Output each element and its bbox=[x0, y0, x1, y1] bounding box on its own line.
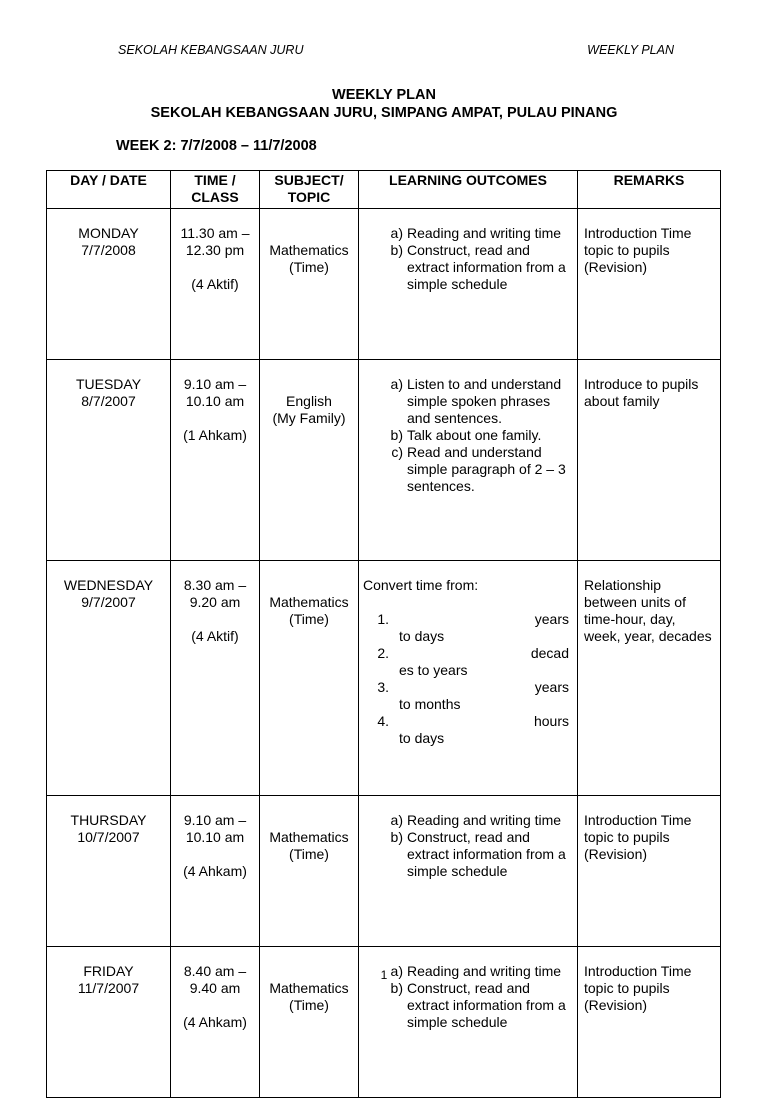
topic: (Time) bbox=[289, 259, 329, 275]
day: THURSDAY bbox=[70, 812, 147, 828]
date: 9/7/2007 bbox=[81, 594, 136, 610]
list-item: b) Talk about one family. bbox=[390, 427, 542, 443]
running-header bbox=[118, 43, 674, 57]
day-date-cell bbox=[47, 561, 171, 796]
header-time-class: TIME / CLASS bbox=[171, 171, 260, 209]
title-block bbox=[0, 86, 768, 122]
time-end: 9.20 am bbox=[189, 594, 241, 610]
time-start: 9.10 am – bbox=[183, 812, 247, 828]
date: 10/7/2007 bbox=[77, 829, 140, 845]
subject: Mathematics bbox=[269, 594, 349, 610]
topic: (Time) bbox=[289, 846, 329, 862]
list-item: a) Listen to and understand simple spoken phrases and sentences. bbox=[390, 376, 562, 426]
time-start: 8.40 am – bbox=[183, 963, 247, 979]
time-class-cell bbox=[171, 209, 260, 360]
weekly-plan-table bbox=[46, 170, 721, 1098]
outcome-list bbox=[359, 812, 571, 880]
school-name: SEKOLAH KEBANGSAAN JURU, SIMPANG AMPAT, PULAU PINANG bbox=[150, 105, 618, 121]
list-item: a) Reading and writing time bbox=[390, 963, 562, 979]
table-row bbox=[47, 796, 721, 947]
subject: Mathematics bbox=[269, 980, 349, 996]
time-class-cell bbox=[171, 561, 260, 796]
table-row bbox=[47, 209, 721, 360]
list-item: 3. years to months bbox=[377, 679, 569, 712]
learning-outcomes-cell bbox=[359, 360, 578, 561]
learning-outcomes-cell bbox=[359, 796, 578, 947]
page-number: 1 bbox=[380, 968, 388, 982]
day: WEDNESDAY bbox=[63, 577, 154, 593]
day-date-cell bbox=[47, 796, 171, 947]
subject: English bbox=[286, 393, 332, 409]
class-name: (4 Ahkam) bbox=[183, 1014, 247, 1030]
time-end: 10.10 am bbox=[185, 393, 245, 409]
subject-cell bbox=[260, 209, 359, 360]
subject-cell bbox=[260, 796, 359, 947]
list-item: c) Read and understand simple paragraph of 2 – 3 sentences. bbox=[391, 444, 566, 494]
list-item: b) Construct, read and extract information from a simple schedule bbox=[390, 829, 566, 879]
date: 11/7/2007 bbox=[77, 980, 140, 996]
class-name: (1 Ahkam) bbox=[183, 427, 247, 443]
learning-outcomes-cell bbox=[359, 561, 578, 796]
time-class-cell bbox=[171, 360, 260, 561]
subject-cell bbox=[260, 561, 359, 796]
outcome-list bbox=[359, 376, 571, 495]
day: MONDAY bbox=[78, 225, 139, 241]
day-date-cell bbox=[47, 209, 171, 360]
class-name: (4 Ahkam) bbox=[183, 863, 247, 879]
day-date-cell bbox=[47, 360, 171, 561]
convert-list bbox=[359, 611, 571, 747]
subject-cell bbox=[260, 360, 359, 561]
header-learning-outcomes: LEARNING OUTCOMES bbox=[359, 171, 578, 209]
header-remarks: REMARKS bbox=[578, 171, 721, 209]
topic: (Time) bbox=[289, 611, 329, 627]
list-item: a) Reading and writing time bbox=[390, 225, 562, 241]
list-item: 1. years to days bbox=[377, 611, 569, 644]
subject: Mathematics bbox=[269, 829, 349, 845]
table-header-row bbox=[47, 171, 721, 209]
time-end: 9.40 am bbox=[189, 980, 241, 996]
list-item: b) Construct, read and extract information from a simple schedule bbox=[390, 980, 566, 1030]
remarks-cell: Relationship between units of time-hour, day, week, year, decades bbox=[578, 561, 721, 796]
topic: (My Family) bbox=[272, 410, 346, 426]
outcome-list bbox=[359, 225, 571, 293]
time-start: 8.30 am – bbox=[183, 577, 247, 593]
week-range: WEEK 2: 7/7/2008 – 11/7/2008 bbox=[116, 138, 317, 154]
header-subject-topic: SUBJECT/ TOPIC bbox=[260, 171, 359, 209]
time-end: 10.10 am bbox=[185, 829, 245, 845]
list-item: 4. hours to days bbox=[377, 713, 569, 746]
time-start: 11.30 am – bbox=[180, 225, 250, 241]
running-header-school: SEKOLAH KEBANGSAAN JURU bbox=[118, 43, 304, 57]
list-item: b) Construct, read and extract information from a simple schedule bbox=[390, 242, 566, 292]
running-header-doc-type: WEEKLY PLAN bbox=[587, 43, 674, 57]
remarks-cell: Introduce to pupils about family bbox=[578, 360, 721, 561]
remarks-cell: Introduction Time topic to pupils (Revision) bbox=[578, 947, 721, 1098]
date: 8/7/2007 bbox=[81, 393, 136, 409]
day: TUESDAY bbox=[75, 376, 142, 392]
date: 7/7/2008 bbox=[81, 242, 136, 258]
class-name: (4 Aktif) bbox=[191, 276, 239, 292]
time-end: 12.30 pm bbox=[185, 242, 245, 258]
list-item: 2. decad es to years bbox=[377, 645, 569, 678]
table-row bbox=[47, 561, 721, 796]
remarks-cell: Introduction Time topic to pupils (Revision) bbox=[578, 796, 721, 947]
table-row bbox=[47, 360, 721, 561]
remarks-cell: Introduction Time topic to pupils (Revision) bbox=[578, 209, 721, 360]
time-start: 9.10 am – bbox=[183, 376, 247, 392]
convert-intro: Convert time from: bbox=[363, 577, 479, 593]
list-item: a) Reading and writing time bbox=[390, 812, 562, 828]
class-name: (4 Aktif) bbox=[191, 628, 239, 644]
document-title: WEEKLY PLAN bbox=[332, 87, 436, 103]
topic: (Time) bbox=[289, 997, 329, 1013]
day: FRIDAY bbox=[83, 963, 134, 979]
time-class-cell bbox=[171, 796, 260, 947]
learning-outcomes-cell bbox=[359, 209, 578, 360]
subject: Mathematics bbox=[269, 242, 349, 258]
header-day-date: DAY / DATE bbox=[47, 171, 171, 209]
